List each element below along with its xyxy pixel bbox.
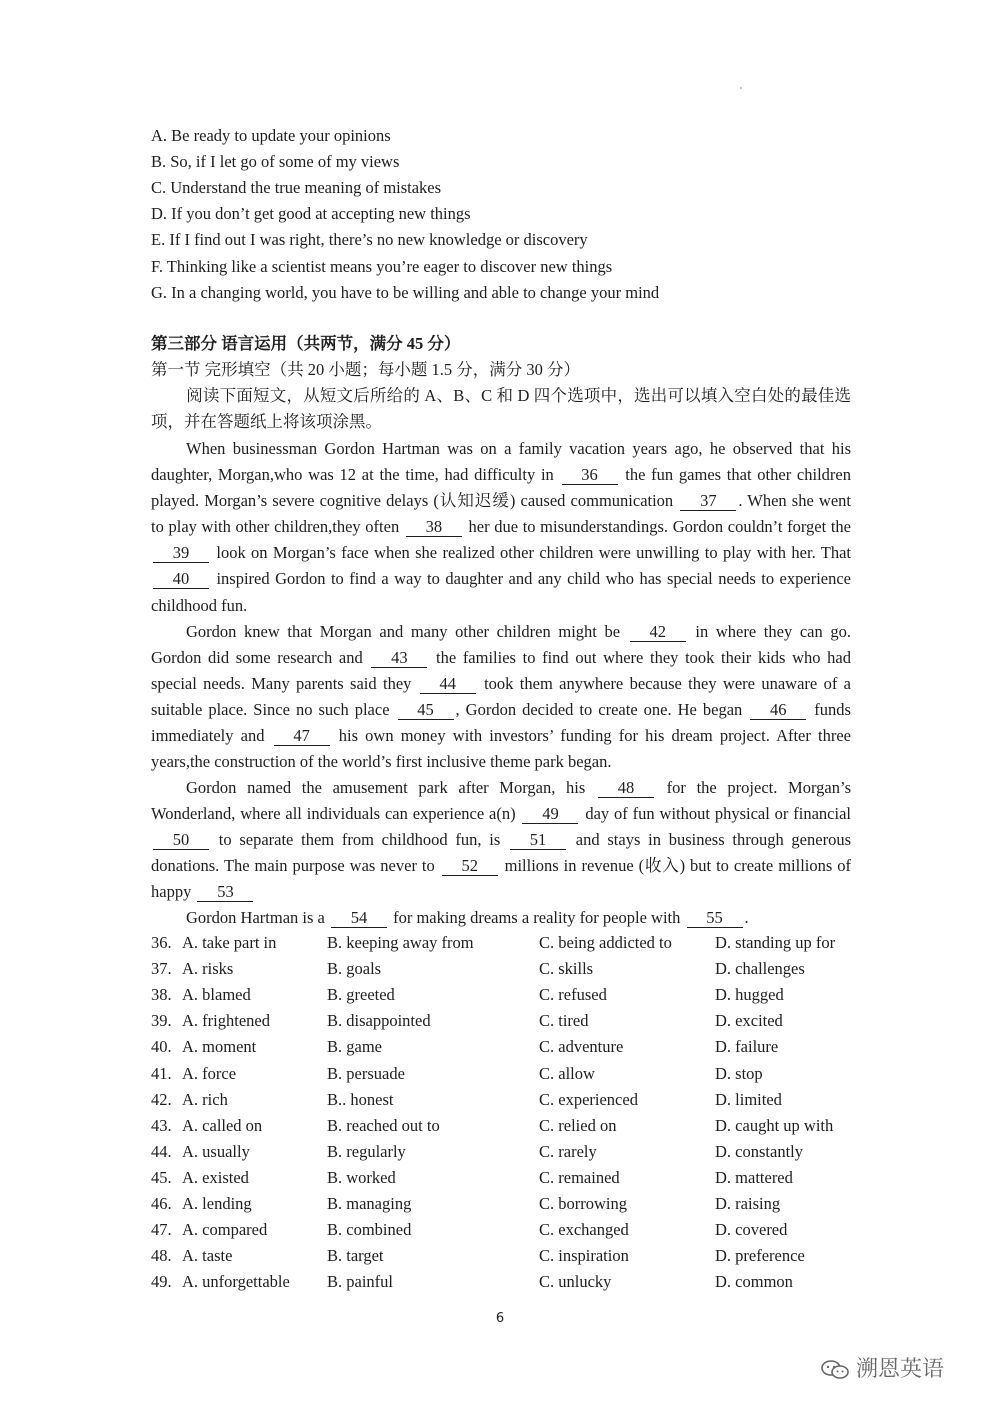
question-number: 48.	[151, 1246, 172, 1266]
blank-54: 54	[331, 909, 387, 928]
choice-a: A. existed	[182, 1167, 249, 1187]
option-item: B. So, if I let go of some of my views	[151, 152, 400, 171]
choice-b: B. painful	[327, 1272, 393, 1292]
choice-a: A. moment	[182, 1037, 257, 1057]
question-number: 40.	[151, 1037, 172, 1057]
option-item: D. If you don’t get good at accepting new things	[151, 204, 471, 223]
choice-c: C. refused	[539, 985, 607, 1005]
passage-text: . When she went to play with other children,they often	[151, 491, 852, 537]
choice-c: C. unlucky	[539, 1272, 612, 1292]
choice-d: D. raising	[715, 1194, 781, 1213]
blank-52: 52	[442, 857, 498, 876]
passage-paragraph-1	[151, 436, 851, 619]
choice-d: D. hugged	[715, 985, 784, 1005]
choice-c: C. remained	[539, 1167, 620, 1187]
choice-a: A. force	[182, 1063, 237, 1083]
choice-d: D. challenges	[715, 959, 805, 979]
passage-paragraph-3	[151, 775, 851, 905]
passage-text: , Gordon decided to create one. He began	[455, 700, 749, 720]
passage-text: and stays in business through generous donations. The main purpose was never to	[151, 830, 851, 876]
choice-a: A. unforgettable	[182, 1272, 290, 1292]
question-number: 39.	[151, 1011, 172, 1031]
passage-text: his own money with investors’ funding for his dream project. After three years,the construction of the world’s first inclusive theme park began.	[151, 726, 852, 772]
choice-b: B. goals	[327, 959, 382, 979]
choice-d: D. standing up for	[715, 933, 836, 952]
blank-44: 44	[420, 675, 476, 694]
blank-36: 36	[562, 466, 618, 485]
blank-47: 47	[274, 727, 330, 746]
choice-a: A. blamed	[182, 985, 251, 1005]
blank-53: 53	[197, 883, 253, 902]
instruction-text: 阅读下面短文，从短文后所给的 A、B、C 和 D 四个选项中，选出可以填入空白处的最佳选项，并在答题纸上将该项涂黑。	[151, 386, 851, 432]
blank-48: 48	[598, 779, 654, 798]
page-number: 6	[495, 1311, 505, 1326]
choice-a: A. take part in	[182, 933, 277, 952]
choice-d: D. constantly	[715, 1141, 803, 1161]
passage-text: her due to misunderstandings. Gordon couldn’t forget the	[463, 517, 851, 537]
option-item: A. Be ready to update your opinions	[151, 126, 391, 145]
question-number: 37.	[151, 959, 172, 979]
passage-text: Gordon Hartman is a	[186, 908, 329, 927]
blank-50: 50	[153, 831, 209, 850]
choice-a: A. compared	[182, 1220, 268, 1240]
passage-text: took them anywhere because they were unaware of a suitable place. Since no such place	[151, 674, 851, 720]
choice-a: A. called on	[182, 1115, 263, 1135]
choice-b: B. regularly	[327, 1141, 406, 1161]
choice-b: B. persuade	[327, 1063, 405, 1083]
passage-text: Gordon knew that Morgan and many other children might be	[186, 622, 628, 641]
choice-c: C. tired	[539, 1011, 589, 1031]
passage-text: to separate them from childhood fun, is	[211, 830, 509, 850]
option-item: C. Understand the true meaning of mistakes	[151, 178, 442, 197]
choice-b: B. disappointed	[327, 1011, 431, 1031]
choice-d: D. limited	[715, 1089, 782, 1109]
choice-c: C. skills	[539, 959, 594, 979]
blank-55: 55	[687, 909, 743, 928]
option-item: E. If I find out I was right, there’s no new knowledge or discovery	[151, 230, 588, 249]
choice-b: B. greeted	[327, 985, 395, 1005]
choice-b: B. combined	[327, 1220, 412, 1240]
choice-d: D. stop	[715, 1063, 763, 1083]
choice-a: A. lending	[182, 1194, 252, 1213]
blank-40: 40	[153, 570, 209, 589]
question-number: 42.	[151, 1089, 172, 1109]
blank-46: 46	[750, 701, 806, 720]
choice-a: A. frightened	[182, 1011, 270, 1031]
passage-text: look on Morgan’s face when she realized other children were unwilling to play with her. That	[211, 543, 851, 563]
choice-c: C. inspiration	[539, 1246, 629, 1266]
choice-b: B. keeping away from	[327, 933, 474, 952]
passage-text: millions in revenue (收入) but to create millions of happy	[151, 856, 851, 902]
choice-c: C. exchanged	[539, 1220, 629, 1240]
blank-51: 51	[510, 831, 566, 850]
passage-text: for making dreams a reality for people with	[388, 908, 685, 927]
choice-d: D. mattered	[715, 1167, 793, 1187]
question-number: 43.	[151, 1115, 172, 1135]
passage-text: the fun games that other children played. Morgan’s severe cognitive delays (认知迟缓) caused communication	[151, 465, 851, 511]
passage-text: inspired Gordon to find a way to daughter and any child who has special needs to experience childhood fun.	[151, 569, 851, 615]
choice-d: D. preference	[715, 1246, 805, 1266]
question-number: 47.	[151, 1220, 172, 1240]
blank-43: 43	[371, 649, 427, 668]
choice-c: C. experienced	[539, 1089, 638, 1109]
passage-text: funds immediately and	[151, 700, 851, 746]
blank-45: 45	[398, 701, 454, 720]
instruction	[151, 383, 851, 435]
choice-c: C. adventure	[539, 1037, 624, 1057]
passage-text: the families to find out where they took their kids who had special needs. Many parents said they	[151, 648, 851, 694]
choice-c: C. allow	[539, 1063, 595, 1083]
section-title: 第一节 完形填空（共 20 小题；每小题 1.5 分，满分 30 分）	[151, 360, 580, 379]
choice-d: D. excited	[715, 1011, 783, 1031]
question-number: 36.	[151, 933, 172, 952]
passage-paragraph-4	[151, 905, 851, 931]
scan-speck	[740, 87, 742, 89]
choice-d: D. covered	[715, 1220, 788, 1240]
choice-a: A. risks	[182, 959, 234, 979]
blank-37: 37	[680, 492, 736, 511]
passage-text: .	[744, 908, 749, 927]
choice-b: B. game	[327, 1037, 382, 1057]
question-number: 41.	[151, 1063, 172, 1083]
choice-b: B. reached out to	[327, 1115, 440, 1135]
choice-d: D. caught up with	[715, 1115, 834, 1135]
passage-text: When businessman Gordon Hartman was on a family vacation years ago, he observed that his daughter, Morgan,who was 12 at the time, had difficulty in	[151, 439, 851, 485]
option-item: G. In a changing world, you have to be willing and able to change your mind	[151, 283, 660, 302]
blank-49: 49	[522, 805, 578, 824]
choice-c: C. borrowing	[539, 1194, 627, 1213]
question-number: 45.	[151, 1167, 172, 1187]
blank-39: 39	[153, 544, 209, 563]
choice-c: C. being addicted to	[539, 933, 672, 952]
watermark	[820, 1352, 944, 1383]
passage-text: for the project. Morgan’s Wonderland, where all individuals can experience a(n)	[151, 778, 851, 824]
choice-d: D. failure	[715, 1037, 779, 1057]
choice-a: A. rich	[182, 1089, 228, 1109]
choice-b: B.. honest	[327, 1089, 394, 1109]
blank-42: 42	[630, 623, 686, 642]
option-item: F. Thinking like a scientist means you’re eager to discover new things	[151, 257, 613, 276]
choice-a: A. usually	[182, 1141, 250, 1161]
question-number: 46.	[151, 1194, 172, 1213]
question-number: 44.	[151, 1141, 172, 1161]
passage-paragraph-2	[151, 619, 851, 776]
choice-b: B. target	[327, 1246, 384, 1266]
passage-text: day of fun without physical or financial	[580, 804, 852, 824]
part-title: 第三部分 语言运用（共两节，满分 45 分）	[151, 334, 461, 353]
question-number: 49.	[151, 1272, 172, 1292]
blank-38: 38	[406, 518, 462, 537]
choice-c: C. rarely	[539, 1141, 597, 1161]
choice-d: D. common	[715, 1272, 793, 1292]
passage-text: Gordon named the amusement park after Morgan, his	[186, 778, 596, 797]
wechat-icon	[820, 1359, 850, 1381]
passage-text: in where they can go. Gordon did some research and	[151, 622, 851, 668]
watermark-text: 溯恩英语	[856, 1357, 945, 1382]
question-number: 38.	[151, 985, 172, 1005]
choice-b: B. worked	[327, 1167, 396, 1187]
choice-b: B. managing	[327, 1194, 412, 1213]
choice-a: A. taste	[182, 1246, 233, 1266]
choice-c: C. relied on	[539, 1115, 617, 1135]
